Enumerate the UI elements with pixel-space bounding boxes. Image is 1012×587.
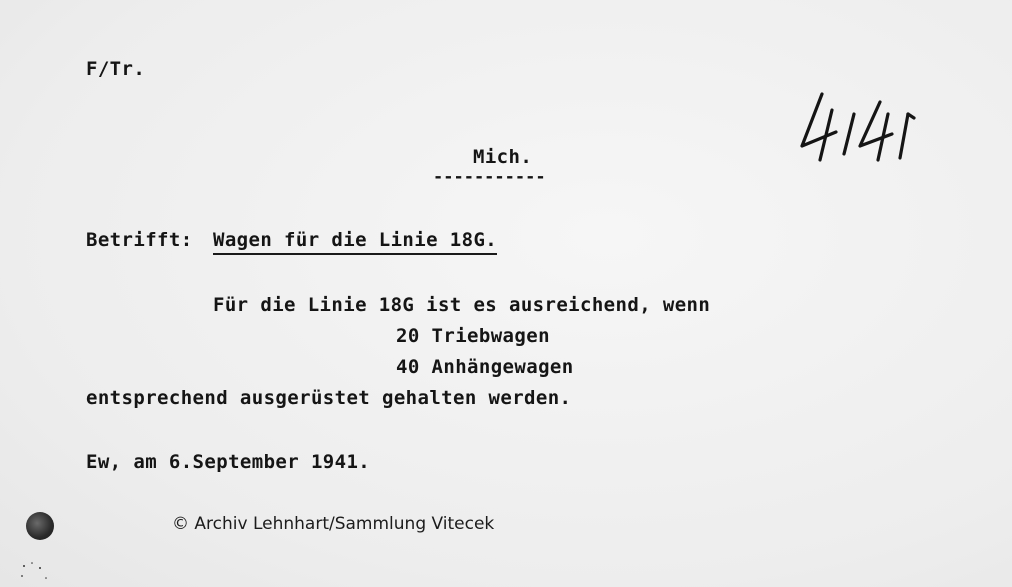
handwritten-archive-number bbox=[796, 88, 920, 168]
body-line-4: entsprechend ausgerüstet gehalten werden. bbox=[86, 387, 572, 409]
recipient: Mich. bbox=[473, 146, 533, 168]
date-line: Ew, am 6.September 1941. bbox=[86, 451, 371, 473]
copyright-notice: © Archiv Lehnhart/Sammlung Vitecek bbox=[172, 514, 495, 534]
subject-text: Wagen für die Linie 18G. bbox=[213, 229, 497, 255]
punch-hole bbox=[26, 512, 54, 540]
subject-label: Betrifft: bbox=[86, 229, 193, 251]
recipient-underline: ----------- bbox=[433, 167, 546, 187]
body-line-3: 40 Anhängewagen bbox=[396, 356, 574, 378]
body-line-2: 20 Triebwagen bbox=[396, 325, 550, 347]
body-line-1: Für die Linie 18G ist es ausreichend, wenn bbox=[213, 294, 711, 316]
paper-speckles bbox=[18, 560, 58, 584]
reference-code: F/Tr. bbox=[86, 58, 146, 80]
